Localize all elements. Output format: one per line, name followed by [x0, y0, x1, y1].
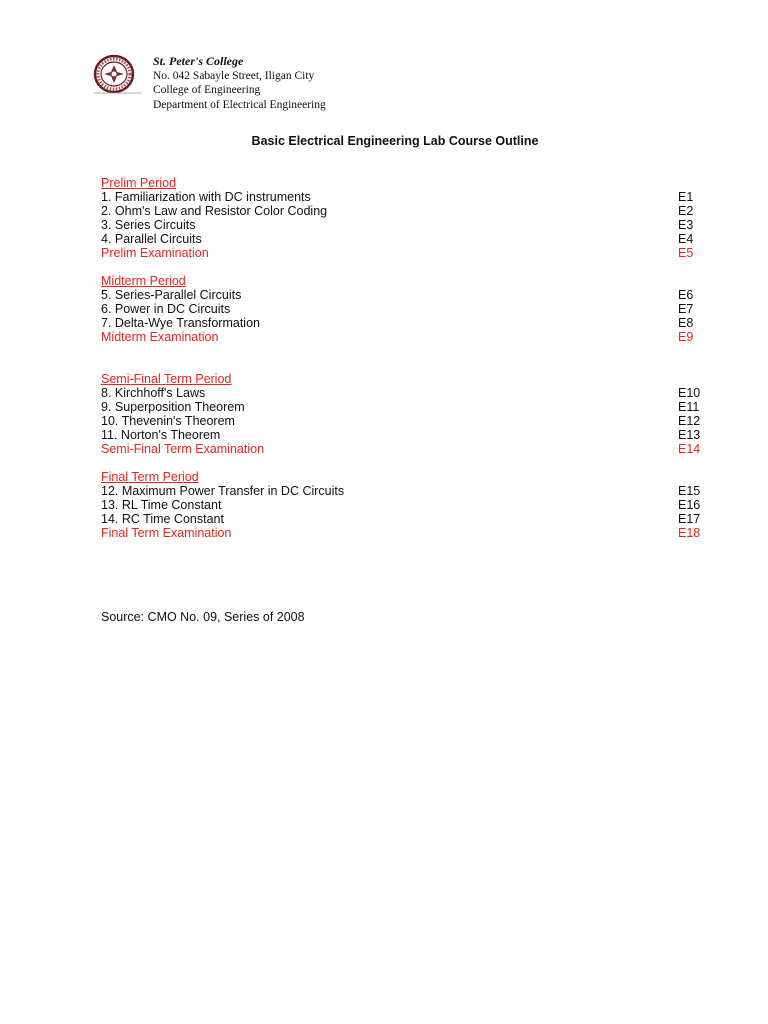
item-label: 5. Series-Parallel Circuits — [101, 288, 242, 302]
outline-item — [101, 316, 705, 330]
item-code: E4 — [678, 232, 694, 246]
exam-label: Final Term Examination — [101, 526, 232, 540]
period-heading: Prelim Period — [101, 176, 177, 190]
outline-item — [101, 428, 705, 442]
section-final — [101, 470, 705, 540]
exam-code: E9 — [678, 330, 694, 344]
outline-item — [101, 218, 705, 232]
item-code: E13 — [678, 428, 701, 442]
item-label: 14. RC Time Constant — [101, 512, 224, 526]
outline-item — [101, 512, 705, 526]
college-seal-icon — [90, 54, 146, 94]
item-code: E15 — [678, 484, 701, 498]
item-label: 6. Power in DC Circuits — [101, 302, 231, 316]
item-code: E6 — [678, 288, 694, 302]
exam-row — [101, 526, 705, 540]
outline-item — [101, 414, 705, 428]
item-code: E16 — [678, 498, 701, 512]
item-code: E1 — [678, 190, 694, 204]
item-label: 7. Delta-Wye Transformation — [101, 316, 260, 330]
item-label: 13. RL Time Constant — [101, 498, 222, 512]
outline-item — [101, 400, 705, 414]
item-code: E8 — [678, 316, 694, 330]
exam-label: Semi-Final Term Examination — [101, 442, 265, 456]
college-name: St. Peter's College — [153, 54, 244, 68]
college-address: No. 042 Sabayle Street, Iligan City — [153, 69, 315, 82]
department-name: Department of Electrical Engineering — [153, 98, 326, 111]
outline-item — [101, 190, 705, 204]
item-code: E2 — [678, 204, 694, 218]
item-code: E17 — [678, 512, 701, 526]
section-prelim — [101, 176, 705, 260]
exam-code: E18 — [678, 526, 701, 540]
item-label: 1. Familiarization with DC instruments — [101, 190, 311, 204]
item-label: 8. Kirchhoff's Laws — [101, 386, 206, 400]
source-note: Source: CMO No. 09, Series of 2008 — [101, 610, 305, 624]
document-title: Basic Electrical Engineering Lab Course Outline — [251, 134, 539, 148]
outline-item — [101, 498, 705, 512]
item-label: 2. Ohm's Law and Resistor Color Coding — [101, 204, 328, 218]
section-midterm — [101, 274, 705, 344]
period-heading: Semi-Final Term Period — [101, 372, 232, 386]
outline-item — [101, 386, 705, 400]
exam-label: Prelim Examination — [101, 246, 209, 260]
item-label: 11. Norton's Theorem — [101, 428, 221, 442]
period-heading: Midterm Period — [101, 274, 186, 288]
outline-item — [101, 232, 705, 246]
period-heading: Final Term Period — [101, 470, 199, 484]
item-label: 3. Series Circuits — [101, 218, 196, 232]
item-label: 10. Thevenin's Theorem — [101, 414, 235, 428]
outline-item — [101, 302, 705, 316]
item-label: 9. Superposition Theorem — [101, 400, 245, 414]
outline-item — [101, 288, 705, 302]
exam-label: Midterm Examination — [101, 330, 219, 344]
outline-item — [101, 204, 705, 218]
exam-row — [101, 246, 705, 260]
exam-code: E14 — [678, 442, 701, 456]
section-semi-final — [101, 372, 705, 456]
exam-row — [101, 330, 705, 344]
item-code: E11 — [678, 400, 700, 414]
outline-item — [101, 484, 705, 498]
item-label: 12. Maximum Power Transfer in DC Circuits — [101, 484, 345, 498]
item-code: E10 — [678, 386, 701, 400]
exam-code: E5 — [678, 246, 694, 260]
item-code: E12 — [678, 414, 701, 428]
item-code: E3 — [678, 218, 694, 232]
exam-row — [101, 442, 705, 456]
item-code: E7 — [678, 302, 694, 316]
college-unit: College of Engineering — [153, 84, 261, 96]
item-label: 4. Parallel Circuits — [101, 232, 202, 246]
